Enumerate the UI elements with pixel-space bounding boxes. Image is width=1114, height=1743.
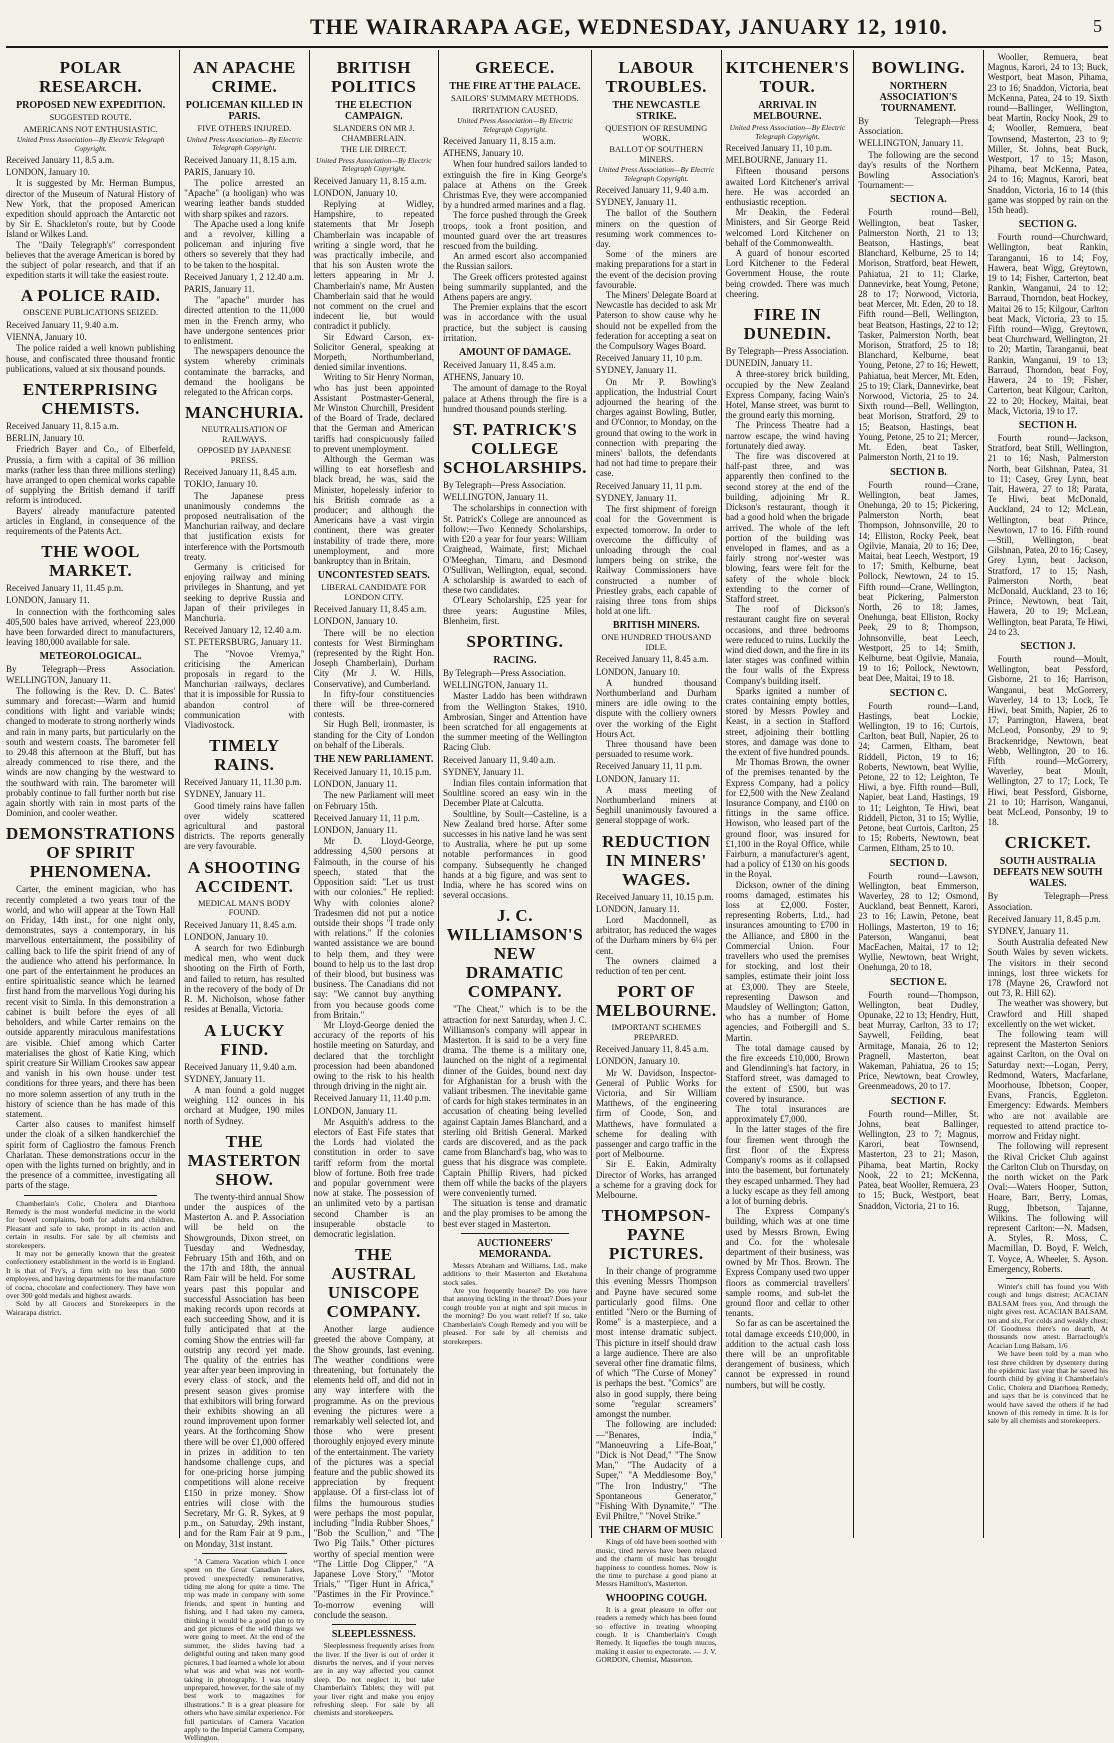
article-headline: CRICKET.: [1004, 833, 1091, 853]
paragraph: The following is the Rev. D. C. Bates' summary and forecast:—Warm and humid conditions with light and variable winds; changed to moderate to strong northerly winds and rain in many parts, but particularly on the south and western coasts. The barometer fell to 29.48 this afternoon at the Bluff, but has already commenced to rise there, and the winds are now changing by the westward to the southward with rain. The barometer will probably continue to fall further north but rise again shortly with rain in most parts of the Dominion, and cooler weather.: [6, 685, 176, 819]
column-separator: [461, 1233, 569, 1234]
article-subtitle: SUGGESTED ROUTE.: [49, 112, 132, 122]
article-subtitle: ONE HUNDRED THOUSAND IDLE.: [601, 632, 712, 652]
dateline: TOKIO, January 10.: [184, 479, 258, 490]
paragraph: In connection with the forthcoming sales 405,500 bales have arrived, whereof 223,000 have been forwarded direct to manufacturers, leaving 180,000 available for sale.: [6, 606, 176, 648]
dateline: ATHENS, January 10.: [442, 372, 524, 383]
article-headline: J. C. WILLIAMSON'S NEW DRAMATIC COMPANY.: [446, 906, 584, 1002]
article-subtitle: LIBERAL CANDIDATE FOR LONDON CITY.: [321, 582, 427, 602]
advertisement-text: It is a great pleasure to offer our readers a remedy which has been found so effective in treating whooping cough. It is Chamberlain's Cough Remedy. It liquefies the tough mucus, making it easier to expectorate. — J. V. GORDON, Chemist, Masterton.: [595, 1604, 717, 1665]
page-number: 5: [1093, 16, 1102, 36]
article-headline: POLAR RESEARCH.: [38, 58, 143, 96]
paragraph: The amount of damage to the Royal palace at Athens through the fire is a hundred thousand pounds sterling.: [442, 383, 587, 414]
paragraph: Writing to Sir Henry Norman, who has just been appointed Assistant Postmaster-General, Mr Winston Churchill, President of the Board of Trade, declared that the German and American tariffs had conspicuously failed to prevent unemployment.: [313, 372, 434, 454]
article-headline: THOMPSON-PAYNE PICTURES.: [601, 1206, 711, 1264]
article-subheading: METEOROLOGICAL.: [39, 651, 142, 663]
dateline: Received January 1, 2 12.40 a.m.: [184, 271, 304, 282]
paragraph: A mass meeting of Northumberland miners at Seghill unanimously favoured a general stoppage of work.: [595, 784, 717, 826]
column-3: [309, 50, 438, 1718]
paragraph: The following will represent the Rival Cricket Club against the Carlton Club on Thursday, on the north wicket on the Park Oval:—Waters Hooper, Sutton, Hoare, Barr, Berry, Lomas, Rugg, Ibbetson, Tajanne, Wilkins. The following will represent Carlton:—N. Madsen, A. Styles, R. Moss, C. Macmillan, D. Boyd, F. Welch, T. Voyce, A. Wheeler, S. Ayson. Emergency, Roberts.: [987, 1141, 1109, 1274]
dateline: SYDNEY, January 11.: [987, 926, 1069, 937]
dateline: Received January 11, 10.15 p.m.: [313, 767, 432, 778]
dateline: LONDON, January 10.: [595, 666, 680, 677]
dateline: Received January 11, 8.15 a.m.: [184, 154, 297, 165]
dateline: Received January 11, 8.45 a.m.: [595, 1044, 709, 1055]
dateline: WELLINGTON, January 11.: [858, 138, 964, 149]
article-headline: THE WOOL MARKET.: [41, 542, 140, 581]
article-headline: GREECE.: [475, 58, 555, 77]
paragraph: Fourth round—Crane, Wellington, beat James, Onehunga, 20 to 15; Pickering, Palmerston North, beat Thompson, Johnsonville, 20 to 14; Elliston, Rocky Peek, beat Ogilvie, Manaia, 20 to 16; Dee, Maitai, beat Leech, Westport, 19 to 17; Smith, Kelburne, beat Pollock, Newtown, 24 to 15. Fifth round—Crane, Wellington, beat Pickering, Palmerston North, 26 to 18; James, Onehunga, beat Elliston, Rocky Peek, 29 to 8; Thompson, Johnsonville, beat Leech, Westport, 25 to 14; Smith, Kelburne, beat Ogilvie, Manaia, 19 to 16; Pollock, Newtown, beat Dee, Maitai, 19 to 18.: [858, 479, 979, 684]
paragraph: Mr W. Davidson, Inspector-General of Public Works for Victoria, and Sir William Matthews, of the engineering firm of Coode, Son, and Matthews, have formulated a scheme for dealing with passenger and cargo traffic in the port of Melbourne.: [595, 1067, 717, 1160]
advertisement-text: Sold by all Grocers and Storekeepers in the Wairarapa district.: [6, 1299, 176, 1317]
paragraph: Fourth round—Land, Hastings, beat Lockie, Wellington, 19 to 16; Curtois, Carlton, beat Bull, Napier, 26 to 24; Carmen, Eltham, beat Riddell, Picton, 19 to 16; Roberts, Newtown, beat Wyllie, Petone, 22 to 12; Leighton, Te Hiwi, a bye. Fifth round—Bull, Napier, beat Land, Hastings, 19 to 11; Leighton, Te Hiwi, beat Riddell, Picton, 31 to 15; Wyllie, Petone, beat Curtois, Carlton, 25 to 15; Roberts, Newtown, beat Carmen, Eltham, 25 to 10.: [858, 700, 979, 854]
paragraph: Carter, the eminent magician, who has recently completed a two years tour of the world, and who will appear at the Town Hall on Friday, 14th inst., for one night only, demonstrates, says a contemporary, in his marvellous entertainment, the possibility of calling back to life the spirit friend of any of the audience who attend his performance. In one part of the entertainment he produces an entire spiritualistic seance which he learned first hand from the marvellous Yogi during his recent visit to Simla. In this demonstration a cabinet is built before the eyes of all beholders, and while Carter remains on the outside apparently miraculous manifestations are visible. Chief among which Carter materialises the ghost of Katie King, which spirit creature Sir William Crookes saw appear and vanish in his own house under test conditions for three years, and there has been no more solemn assertion of any truth in the history of science than he has made of this statement.: [6, 884, 176, 1119]
article-subheading: THE NEWCASTLE STRIKE.: [612, 100, 701, 122]
article-subheading: THE CHARM OF MUSIC: [599, 1525, 714, 1537]
dateline: Received January 11, 11 p.m.: [313, 812, 420, 823]
paragraph: Fourth round—Jackson, Stratford, beat Still, Wellington, 21 to 16; Nash, Palmerston North, beat Gilshnan, Patea, 31 to 11; Casey, Grey Lynn, beat Tait, Hawera, 27 to 18; Parata, Te Hiwi, beat McDonald, Auckland, 24 to 12; McLean, Wellington, beat Prince, Newtown, 17 to 16. Fifth round—Still, Wellington, beat Gilshnan, Patea, 20 to 16; Casey, Grey Lynn, beat Jackson, Stratford, 17 to 15; Nash, Palmerston North, beat McDonald, Auckland, 23 to 16; Prince, Newtown, beat Tait, Hawera, 20 to 19; McLean, Wellington, beat Parata, Te Hiwi, 24 to 23.: [987, 432, 1109, 637]
dateline: Received January 11, 8.45 a.m.: [184, 467, 297, 478]
dateline: SYDNEY, January 11.: [184, 1073, 266, 1084]
article-subtitle: THE LIE DIRECT.: [340, 144, 407, 154]
paragraph: The total damage caused by the fire exceeds £10,000, Brown and Glendinning's hat factory, in Stafford street, was damaged to the extent of £500, but was covered by insurance.: [725, 1042, 850, 1104]
masthead: [0, 0, 1114, 48]
paragraph: Replying at Widley, Hampshire, to repeated statements that Mr Joseph Chamberlain was incapable of writing a single word, that he was practically imbecile, and that his son Austen wrote the letters appearing in Mr J. Chamberlain's name, Mr Austen Chamberlain said that he would not comment on the cruel and indecent lie, but would contradict it publicly.: [313, 198, 434, 332]
article-subtitle: FIVE OTHERS INJURED.: [197, 123, 292, 133]
article-subheading: SECTION E.: [890, 976, 947, 988]
article-subheading: WHOOPING COUGH.: [605, 1592, 707, 1604]
paragraph: Mr Asquith's address to the electors of East Fife states that the Lords had violated the constitution in order to save tariff reform from the mortal blow of fortune. Both free trade and popular government were now at stake. The possession of an unlimited veto by a partisan second Chamber is an insuperable obstacle to democratic legislation.: [313, 1116, 434, 1239]
dateline: LONDON, January 10.: [595, 1056, 680, 1067]
dateline: Received January 11, 8.45 a.m.: [442, 360, 556, 371]
article-subheading: AMOUNT OF DAMAGE.: [458, 347, 571, 359]
paragraph: So far as can be ascertained the total damage exceeds £10,000, in addition to the actual cash loss there will be an unprofitable derangement of business, which cannot be expressed in round numbers, but will be costly.: [725, 1318, 850, 1390]
article-subheading: SECTION F.: [890, 1095, 947, 1107]
column-separator: [24, 1195, 157, 1196]
dateline: LONDON, January 10.: [6, 167, 90, 178]
paragraph: The new Parliament will meet on February 15th.: [313, 790, 434, 811]
paragraph: The roof of Dickson's restaurant caught fire on several occasions, and three bedrooms were reduced to ruins. Luckily the wind died down, and the fire in its later stages was confined within the four walls of the Express Company's building itself.: [725, 604, 850, 686]
dateline: Received January 12, 12.40 a.m.: [184, 625, 302, 636]
article-subheading: SECTION H.: [1018, 419, 1077, 431]
paragraph: The Greek officers protested against being summarily supplanted, and the Athens papers are angry.: [442, 271, 587, 303]
paragraph: Carter also causes to manifest himself under the cloak of a silken handkerchief the spirit form of Cagliostro the famous French Charlatan. These demonstrations occur in the open with the lights turned on brightly, and in the presence of a committee, investigating all parts of the stage.: [6, 1119, 176, 1191]
paragraph: Although the German was willing to eat horseflesh and black bread, he was, said the Minister, hopelessly inferior to his British comrade as a producer; and although the Americans have a vast virgin continent, there was greater instability of trade there, more unemployment, and more bankruptcy than in Britain.: [313, 453, 434, 567]
article-headline: LABOUR TROUBLES.: [605, 58, 707, 96]
article-subtitle: NEUTRALISATION OF RAILWAYS.: [201, 424, 288, 444]
dateline: LONDON, January 11.: [313, 1105, 398, 1116]
paragraph: The Miners' Delegate Board at Newcastle has decided to ask Mr Paterson to show cause why he should not be expelled from the federation for accepting a seat on the Compulsory Wages Board.: [595, 290, 717, 352]
column-8: [983, 50, 1112, 1538]
article-subheading: THE FIRE AT THE PALACE.: [449, 81, 581, 92]
article-headline: PORT OF MELBOURNE.: [595, 982, 717, 1021]
paragraph: The Princess Theatre had a narrow escape, the wind having fortunately died away.: [725, 420, 850, 451]
article-subheading: UNCONTESTED SEATS.: [317, 570, 430, 582]
column-6: [721, 50, 854, 1538]
dateline: By Telegraph—Press Association.: [442, 667, 566, 678]
dateline: Received January 11, 11.30 p.m.: [184, 777, 302, 788]
advertisement-text: We have been told by a man who lost three children by dysentery during the epidemic last year that he saved his fourth child by giving it Chamberlain's Colic, Cholera and Diarrhoea Remedy, and says that he is convinced that he would have saved the others if he had known of this remedy in time. It is for sale by all chemists and storekeepers.: [987, 1349, 1109, 1426]
paragraph: O'Leary Scholarship, £25 year for three years: Augustine Miles, Blenheim, first.: [442, 595, 587, 626]
article-subtitle: AMERICANS NOT ENTHUSIASTIC.: [23, 123, 158, 134]
paragraph: Sparks ignited a number of crates containing empty bottles, stored by Messrs Powley and Keast, in a section in Stafford street, adjoining their bottling stores, and damage was done to the extent of five hundred pounds.: [725, 685, 850, 757]
paragraph: The twenty-third annual Show under the auspices of the Masterton A. and P. Association will be held on the Showgrounds, Dixon street, on Tuesday and Wednesday, February 15th and 16th, and on the 17th and 18th, the annual Ram Fair will be held. For some years past this popular and successful Association has been making records upon records at each succeeding Show, and it is fully anticipated that at the coming Show the entries will far outstrip any record yet made. The quality of the entries has year after year been improving in every class of stock, and the present season gives promise that exhibitors will bring forward their exhibits showing an all round improvement upon former years. At the forthcoming Show there will be over £1,000 offered in prizes in addition to ten handsome challenge cups, and for one-pricing horse jumping competitions will alone receive £150 in prize money. Show entries will close with the Secretary, Mr G. R. Sykes, at 9 p.m., on Saturday, 29th instant, and for the Ram Fair at 9 p.m., on Monday, 31st instant.: [184, 1191, 305, 1549]
paragraph: Three thousand have been persuaded to resume work.: [595, 738, 717, 760]
column-7: [853, 50, 982, 1538]
column-1: [2, 50, 179, 1538]
dateline: PARIS, January 10.: [184, 166, 255, 177]
dateline: Received January 11, 8.5 a.m.: [6, 155, 115, 165]
column-separator: [332, 1624, 416, 1625]
dateline: Received January 11, 9.40 a.m.: [6, 319, 119, 330]
dateline: BERLIN, January 10.: [6, 433, 85, 444]
dateline: PARIS, January 11.: [184, 283, 255, 294]
advertisement-text: Messrs Abraham and Williams, Ltd., make additions to their Masterton and Eketahuna stock sales.: [442, 1260, 587, 1287]
paragraph: Some of the miners are making preparations for a start in the event of the decision proving favourable.: [595, 249, 717, 290]
paragraph: Lord Macdonnell, as arbitrator, has reduced the wages of the Durham miners by 6¼ per cent.: [595, 914, 717, 956]
paragraph: The first shipment of foreign coal for the Government is expected tomorrow. In order to overcome the difficulty of unloading through the coal lumpers being on strike, the Railway Commissioners have constructed a number of Priestley grabs, each capable of raising three tons from ships hold at one lift.: [595, 504, 717, 617]
article-subheading: THE NEW PARLIAMENT.: [314, 754, 434, 766]
paragraph: The Premier explains that the escort was in accordance with the usual practice, but the subject is causing irritation.: [442, 302, 587, 343]
masthead-title: THE WAIRARAPA AGE, WEDNESDAY, JANUARY 12, 1910.: [310, 14, 948, 39]
dateline: LONDON, January 10.: [184, 931, 269, 942]
article-subheading: POLICEMAN KILLED IN PARIS.: [185, 100, 303, 122]
paragraph: In the latter stages of the fire four firemen went through the first floor of the Express Company's rooms as it collapsed into the basement, but fortunately they escaped unharmed. They had a lucky escape as they fell among a lot of burning debris.: [725, 1124, 850, 1206]
dateline: WELLINGTON, January 11.: [442, 492, 548, 503]
dateline: By Telegraph—Press Association.: [858, 116, 979, 137]
article-subheading: AUCTIONEERS' MEMORANDA.: [476, 1237, 554, 1260]
article-subheading: SECTION C.: [889, 687, 948, 699]
paragraph: In their change of programme this evening Messrs Thompson and Payne have secured some particularly good films. One entitled "Nero or the Burning of Rome" is a masterpiece, and a most intense dramatic subject. This picture in itself should draw a large audience. There are also several other fine dramatic films, of which "The Curse of Money" is perhaps the best. "Comics" are also in good supply, there being some "regular screamers" amongst the number.: [595, 1266, 717, 1420]
paragraph: Mr Lloyd-George denied the accuracy of the reports of his hostile meeting on Saturday, and declared that the torchlight procession had been abandoned owing to the risk to his health through driving in the night air.: [313, 1019, 434, 1092]
article-subtitle: BALLOT OF SOUTHERN MINERS.: [609, 144, 704, 164]
paragraph: The "apache" murder has directed attention to the 11,000 men in the French army, who have undergone sentences prior to enlistment.: [184, 295, 305, 346]
dateline: SYDNEY, January 11.: [184, 789, 266, 800]
article-subtitle: OBSCENE PUBLICATIONS SEIZED.: [23, 307, 158, 318]
article-headline: TIMELY RAINS.: [209, 736, 280, 775]
paragraph: Mr Deakin, the Federal Ministers, and Sir George Reid welcomed Lord Kitchener on behalf of the Commonwealth.: [725, 207, 850, 248]
article-subtitle: MEDICAL MAN'S BODY FOUND.: [197, 897, 291, 918]
paragraph: An armed escort also accompanied the Russian sailors.: [442, 251, 587, 272]
paragraph: On Mr P. Bowling's application, the Industrial Court adjourned the hearing of the charges against Bowling, Butler, and O'Connor, to Monday, on the ground that owing to the work in connection with preparing the miners' ballots, the defendants had not had time to prepare their case.: [595, 376, 717, 479]
advertisement-text: Chamberlain's Colic, Cholera and Diarrhoea Remedy is the most wonderful medicine in the world for bowel complaints, both for adults and children. Pleasant and safe to take, prompt in its action and certain in results. For sale by all chemists and storekeepers.: [6, 1198, 176, 1250]
article-headline: DEMONSTRATIONS OF SPIRIT PHENOMENA.: [6, 824, 176, 882]
paragraph: When four hundred sailors landed to extinguish the fire in King George's palace at Athens on the Greek Christmas Eve, they were accompanied by a hundred armed marines and a flag.: [442, 159, 587, 211]
article-subtitle: SLANDERS ON MR J. CHAMBERLAIN.: [333, 123, 415, 143]
paragraph: The police raided a well known publishing house, and confiscated three thousand frontic publications, valued at six thousand pounds.: [6, 343, 176, 374]
article-headline: AN APACHE CRIME.: [192, 58, 296, 96]
dateline: Received January 11, 8.45 p.m.: [987, 913, 1101, 924]
paragraph: In fifty-four constituencies there will be three-cornered contests.: [313, 688, 434, 720]
dateline: ATHENS, January 10.: [442, 148, 524, 159]
article-subheading: SECTION D.: [889, 857, 948, 869]
advertisement-text: Sleeplessness frequently arises from the liver. If the liver is out of order it disturbs the nerves, and if your nerves are in any way affected you cannot sleep. Do not neglect it, but take Chamberlain's Tablets; they will put your liver right and make you enjoy refreshing sleep. For sale by all chemists and storekeepers.: [313, 1641, 434, 1718]
paragraph: The owners claimed a reduction of ten per cent.: [595, 955, 717, 976]
dateline: LONDON, January 11.: [6, 595, 90, 606]
article-subheading: RACING.: [493, 654, 537, 666]
copyright-line: United Press Association—By Electric Telegraph Copyright.: [186, 134, 303, 152]
article-headline: KITCHENER'S TOUR.: [725, 58, 850, 96]
column-separator: [1006, 1278, 1090, 1279]
article-subtitle: OPPOSED BY JAPANESE PRESS.: [197, 445, 292, 465]
article-subheading: THE ELECTION CAMPAIGN.: [335, 100, 412, 122]
article-headline: BRITISH POLITICS: [331, 58, 417, 96]
article-headline: BOWLING.: [871, 58, 966, 77]
paragraph: Good timely rains have fallen over widely scattered agricultural and pastoral districts. The reports generally are very favourable.: [184, 800, 305, 852]
article-headline: ST. PATRICK'S COLLEGE SCHOLARSHIPS.: [442, 420, 587, 478]
paragraph: The following are the second day's results of the Northern Bowling Association's Tournament:—: [858, 149, 979, 191]
dateline: LONDON, January 11.: [595, 773, 680, 784]
paragraph: The total insurances are approximately £7,000.: [725, 1104, 850, 1125]
dateline: Received January 11, 10 p.m.: [725, 143, 833, 153]
masthead-rule: [6, 46, 1108, 48]
article-subheading: SECTION J.: [1020, 640, 1076, 652]
article-headline: MANCHURIA.: [184, 403, 304, 423]
paragraph: Mr D. Lloyd-George, addressing 4,500 persons at Falmouth, in the course of his speech, stated that the Opposition said: "Let us trust with our colonies." He replied: Why with colonies alone? Tradesmen did not put a notice outside their shops "I trade only with relations." If the colonies wanted assistance we are bound to help them, and they were bound to help us to the last drop of their blood, but business was business. The Canadians did not say: "We cannot buy anything from you because goods come from Britain.": [313, 836, 434, 1020]
column-5: [591, 50, 721, 1665]
dateline: Received January 11, 10.15 p.m.: [595, 891, 714, 902]
paragraph: Another large audience greeted the above Company, at the Show grounds, last evening. The weather conditions were threatening, but fortunately the elements held off, and did not in any way interfere with the programme. As on the previous evening the pictures were a remarkably well selected lot, and those who were present thoroughly enjoyed every minute of the entertainment. The variety of the pictures was a special feature and the public showed its appreciation by frequent applause. Of a first-class lot of films the humourous studies were perhaps the most popular, including "India Rubber Shoes," "Bob the Scullion," and "The Two Pig Tails." Other pictures worthy of special mention were "The Little Dog Clipper," "A Japanese Love Story," "Motor Trials," "Tiger Hunt in Africa," "Pastimes in the Fir Province." To-morrow evening will conclude the season.: [313, 1324, 434, 1620]
paragraph: The following team will represent the Masterton Seniors against Carlton, on the Oval on Saturday next:—Logan, Perry, Redmond, Waters, Macfarlane, Moorhouse, Ibbetson, Cooper, Evans, Francis, Eggleton. Emergency: Edwards. Members who are not available are requested to attend practice to-morrow and Friday night.: [987, 1029, 1109, 1142]
dateline: SYDNEY, January 11.: [595, 197, 677, 208]
article-subheading: SECTION A.: [890, 194, 947, 206]
dateline: Received January 11, 8.15 a.m.: [442, 136, 556, 146]
dateline: Received January 11, 8.45 a.m.: [184, 919, 297, 930]
dateline: By Telegraph—Press Association.: [442, 480, 566, 491]
paragraph: The Japanese press unanimously condemns the proposed neutralisation of the Manchurian railway, and declare that justification exists for interference with the Portsmouth treaty.: [184, 490, 305, 562]
article-headline: REDUCTION IN MINERS' WAGES.: [602, 831, 711, 889]
article-subtitle: IMPORTANT SCHEMES PREPARED.: [611, 1022, 702, 1042]
dateline: Received January 11, 8.15 a.m.: [6, 420, 119, 431]
dateline: Received January 11, 11.40 p.m.: [313, 1093, 431, 1104]
paragraph: The "Novoe Vremya," criticising the American proposals in regard to the Manchurian railways, declares that it is impossible for Russia to abandon control of communication with Vladivostock.: [184, 648, 305, 731]
paragraph: The situation is tense and dramatic and the play promises to be among the best ever staged in Masterton.: [442, 1198, 587, 1229]
paragraph: A search for two Edinburgh medical men, who went duck shooting on the Firth of Forth, and failed to return, has resulted in the recovery of the body of Dr R. M. Nicholson, whose father resides at Benalla, Victoria.: [184, 943, 305, 1015]
article-headline: A LUCKY FIND.: [204, 1020, 285, 1059]
paragraph: The ballot of the Southern miners on the question of resuming work commences to-day.: [595, 208, 717, 250]
article-subheading: SECTION B.: [890, 466, 947, 478]
article-subheading: SOUTH AUSTRALIA DEFEATS NEW SOUTH WALES.: [993, 856, 1103, 890]
paragraph: Dickson, owner of the dining rooms damaged, estimates his loss at £2,000. Foster, representing Roberts, Ltd., had insurances amounting to £700 in the Alliance, and £800 in the Commercial Union. Four travellers who used the premises for stocking, and lost their samples, estimate their joint loss at £3,000. They are Steele, representing Dawson and Maudsley of Wellington; Gatton, who has a number of Home agencies, and Fothergill and S. Martin.: [725, 879, 850, 1043]
dateline: Received January 11, 11 p.m.: [595, 761, 702, 772]
paragraph: Fourth round—Bell, Wellington, beat Tasker, Palmerston North, 21 to 13; Beatson, Hastings, beat Blanchard, Kelburne, 25 to 14; Morison, Stratford, beat Hewett, Pahiatua, 21 to 11; Clarke, Dannevirke, beat Young, Petone, 28 to 17; Norwood, Victoria, beat Mercer, Mt. Eden, 20 to 18. Fifth round—Bell, Wellington, beat Beatson, Hastings, 22 to 12; Tasker, Palmerston North, beat Morison, Stratford, 25 to 18; Blanchard, Kelburne, beat Young, Petone, 27 to 16; Hewett, Pahiatua, beat Mercer, Mt. Eden, 25 to 19; Clark, Dannevirke, beat Norwood, Victoria, 25 to 24. Sixth round—Bell, Wellington, beat Morison, Stratford, 29 to 15; Beatson, Hastings, beat Young, Petone, 25 to 21; Mercer, Mt. Eden, beat Tasker, Palmerston North, 21 to 19.: [858, 207, 979, 463]
column-separator: [202, 1553, 286, 1554]
article-subtitle: QUESTION OF RESUMING WORK.: [605, 123, 708, 143]
dateline: LONDON, January 11.: [313, 825, 398, 836]
paragraph: The weather was showery, but Crawford and Hill shaped excellently on the wet wicket.: [987, 998, 1109, 1029]
dateline: Received January 11, 11.45 p.m.: [6, 583, 124, 594]
paragraph: Sir E. Eakin, Admiralty Director of Works, has arranged a scheme for a graving dock for Melbourne.: [595, 1159, 717, 1201]
dateline: DUNEDIN, January 11.: [725, 358, 813, 369]
advertisement-text: Are you frequently hoarse? Do you have that annoying tickling in the throat? Does your cough trouble you at night and spit mucus in the morning? Do you want relief? If so, take Chamberlain's Cough Remedy and you will be pleased. For sale by all chemists and storekeepers.: [442, 1286, 587, 1346]
column-2: [179, 50, 308, 1743]
paragraph: The Express Company's building, which was at one time used by Messrs Brown, Ewing and Co. for the wholesale department of their business, was owned by Mr Thos. Brown. The Express Company used two upper floors as commercial travellers' sample rooms, and sub-let the ground floor and cellar to other tenants.: [725, 1206, 850, 1319]
article-headline: FIRE IN DUNEDIN.: [743, 305, 832, 344]
paragraph: South Australia defeated New South Wales by seven wickets. The visitors in their second innings, lost three wickets for 178 (Mayne 26, Crawford not out 73, R. Hill 62).: [987, 937, 1109, 999]
article-subheading: ARRIVAL IN MELBOURNE.: [753, 100, 822, 122]
article-columns: [2, 50, 1112, 1743]
dateline: SYDNEY, January 11.: [442, 766, 524, 777]
paragraph: The Apache used a long knife and a revolver, killing a policeman and injuring five others so severely that they had to be taken to the hospital.: [184, 218, 305, 270]
dateline: LONDON, January 10.: [313, 616, 398, 627]
dateline: WELLINGTON, January 11.: [442, 680, 548, 691]
advertisement-text: "A Camera Vacation which I once spent on the Great Canadian Lakes, proved unexpectedly remunerative, tiding me along for quite a time. The trip was made in company with some friends, and spent in hunting and fishing, and I had taken my camera, thinking it would be a good plan to try and get pictures of the wild things we were going to meet. At the end of the summer, the slides having had a delightful outing and taken many good pictures, I had learned a whole lot about what was and what was not worth-taking in photography. I was totally unprepared, however, for the sale of my best work to magazines for illustrations." It is a great pleasure for others who have similar experience. For full particulars of Camera Vacation apply to the Imperial Camera Company, Wellington.: [184, 1556, 305, 1743]
article-subheading: NORTHERN ASSOCIATION'S TOURNAMENT.: [879, 81, 958, 114]
dateline: Received January 11, 8.45 a.m.: [595, 654, 709, 665]
dateline: Received January 11, 11 p.m.: [595, 480, 702, 491]
copyright-line: United Press Association—By Electric Telegraph Copyright.: [315, 155, 432, 173]
article-headline: A SHOOTING ACCIDENT.: [187, 857, 301, 896]
paragraph: A three-storey brick building, occupied by the New Zealand Express Company, facing Wain's Hotel, Manse street, was burnt to the ground early this morning.: [725, 369, 850, 421]
paragraph: A guard of honour escorted Lord Kitchener to the Federal Government House, the route being crowded. There was much cheering.: [725, 248, 850, 299]
copyright-line: United Press Association—By Electric Telegraph Copyright.: [598, 165, 715, 183]
dateline: Received January 11, 10 p.m.: [595, 353, 703, 364]
paragraph: Fourth round—Moult, Wellington, beat Pessford, Gisborne, 21 to 16; Harrison, Wanganui, beat McGorrery, Waverley, 14 to 13; Lock, Te Hiwi, beat Smith, Napier, 26 to 17; Parrington, Hawera, beat McLeod, Ponsonby, 29 to 9; Brackenridge, Newtown, beat Webb, Wellington, 20 to 16. Fifth round—McGorrery, Waverley, beat Moult, Wellington, 27 to 17; Lock, Te Hiwi, beat Pessford, Gisborne, 21 to 10; Harrison, Wanganui, beat McLeod, Ponsonby, 19 to 18.: [987, 653, 1109, 828]
paragraph: Fourth round—Miller, St. Johns, beat Ballinger, Wellington, 23 to 7; Magnus, Karori, beat Townsend, Masterton, 23 to 21; Mason, Pihama, beat Martin, Rocky Nook, 22 to 21; McKenna, Patea, beat Wooller, Remuera, 23 to 15; Buck, Westport, beat Snaddon, Victoria, 21 to 16.: [858, 1108, 979, 1211]
paragraph: Fourth round—Lawson, Wellington, beat Emmerson, Waverley, 28 to 12; Osmond, Auckland, beat Bennett, Karori, 23 to 16; Lawin, Petone, beat Hollings, Masterton, 19 to 16; Paterson, Wanganui, beat MacEachen, Maitai, 17 to 12; Wyllie, Newtown, beat Wright, Onehunga, 20 to 18.: [858, 870, 979, 973]
paragraph: Fifteen thousand persons awaited Lord Kitchener's arrival here. He was accorded an enthusiastic reception.: [725, 166, 850, 208]
dateline: Received January 11, 8.15 a.m.: [313, 175, 427, 186]
paragraph: The force pushed through the Greek troops, took a front position, and mounted guard over the art treasures rescued from the building.: [442, 210, 587, 252]
dateline: By Telegraph—Press Association.: [987, 891, 1109, 912]
paragraph: Wooller, Remuera, beat Magnus, Karori, 24 to 13; Buck, Westport, beat Mason, Pihama, 23 to 16; Snaddon, Victoria, beat McKenna, Patea, 24 to 19. Sixth round—Ballinger, Wellington, beat Martin, Rocky Nook, 29 to 4; Wooller, Remuera, beat Townsend, Masterton, 23 to 9; Miller, St. Johns, beat Buck, Westport, 17 to 15; Mason, Pihama, beat McKenna, Patea, 24 to 16; Magnus, Karori, beat Snaddon, Victoria, 16 to 14 (this game was stopped by rain on the 15th head).: [987, 52, 1109, 216]
dateline: Received January 11, 9.40 a.m.: [184, 1061, 297, 1072]
article-headline: THE MASTERTON SHOW.: [187, 1131, 301, 1189]
paragraph: Sir Edward Carson, ex-Solicitor General, speaking at Morpeth, Northumberland, denied similar inventions.: [313, 331, 434, 373]
advertisement-text: It may not be generally known that the greatest confectionery establishment in the world is in England. It is that of Fry's, a firm with no less than 5000 employees, and having departments for the manufacture of cocoa, chocolate and confectionery. They have won over 300 gold medals and highest awards.: [6, 1248, 176, 1301]
article-subheading: BRITISH MINERS.: [612, 620, 700, 632]
copyright-line: United Press Association—By Electric Telegraph Copyright.: [16, 135, 165, 153]
dateline: Received January 11, 9.40 a.m.: [442, 754, 556, 765]
column-4: [438, 50, 591, 1538]
paragraph: The newspapers denounce the system whereby criminals contaminate the barracks, and demand the hooligans be relegated to the African corps.: [184, 346, 305, 397]
dateline: LONDON, January 11.: [313, 779, 398, 790]
paragraph: Fourth round—Thompson, Wellington, beat Dudley, Opunake, 22 to 13; Hendry, Hutt, beat Murray, Carlton, 33 to 17; Saywell, Feilding, beat Armitage, Manaia, 26 to 12; Pragnell, Masterton, beat Wakeman, Pahiatua, 26 to 15; Price, Newtown, beat Crowley, Greenmeadows, 20 to 17.: [858, 989, 979, 1092]
paragraph: The following are included:—"Benares, India," "Manoeuvring a Life-Boat," "Dick is Not Dead," "The Snow Man," "The Audacity of a Super," "A Meddlesome Boy," "The Iron Industry," "The Spontaneous Generator," "Fishing With Dynamite," "The Evil Philtre," "Novel Strike.": [595, 1419, 717, 1522]
article-subtitle: SAILORS' SUMMARY METHODS.: [451, 93, 579, 103]
copyright-line: United Press Association—By Electric Telegraph Copyright.: [457, 116, 573, 134]
dateline: LONDON, January 10.: [313, 187, 398, 198]
dateline: SYDNEY, January 11.: [595, 365, 677, 376]
advertisement-text: Winter's chill has found you With cough and lungs distrest; ACACIAN BALSAM frees you, And through the night gives rest. ACACIAN BALSAM, ten and six, For colds and weakly chest; Of Goodness there's no dearth, At thousands now attest. Barraclough's Acacian Lung Balsam, 1/6: [987, 1281, 1109, 1350]
paragraph: Master Laddo has been withdrawn from the Wellington Stakes, 1910. Ambrosian, Singer and Attention have been scratched for all engagements at the summer meeting of the Wellington Racing Club.: [442, 691, 587, 753]
article-subtitle: IRRITATION CAUSED.: [472, 104, 558, 115]
paragraph: "The Cheat," which is to be the attraction for next Saturday, when J. C. Williamson's company will appear in Masterton. It is said to be a very fine drama. The theme is a military one, launched on the night of a regimental dinner of the Guides, bound next day for Afghanistan for a brush with the valiant tribesmen. The inevitable game of cards for high stakes terminates in an accusation of cheating being levelled against Captain James Blanchard, and a sterling old British General. Marked cards are discovered, and as the pack came from Blanchard's bag, who was to guess that his disgrace was complete. Captain Phillip Rivers, had picked them off while the backs of the players were conveniently turned.: [442, 1004, 587, 1199]
article-headline: THE AUSTRAL UNISCOPE COMPANY.: [326, 1245, 421, 1322]
paragraph: Friedrich Bayer and Co., of Elberfeld, Prussia, a firm with a capital of 36 million marks (rather less than three millions sterling) have arranged to open chemical works capable of supplying the British demand if tariff reform is introduced.: [6, 444, 176, 506]
paragraph: The fire was discovered at half-past three, and was apparently then confined to the second storey at the end of the building, adjoining Mr R. Dickson's restaurant, though it had a good hold when the brigade arrived. The whole of the left portion of the building was enveloped in flames, and as a fairly strong nor'-wester was blowing, fears were felt for the safety of the whole block extending to the corner of Stafford street.: [725, 451, 850, 604]
dateline: Received January 11, 8.45 a.m.: [313, 604, 427, 615]
article-headline: ENTERPRISING CHEMISTS.: [22, 379, 159, 418]
dateline: SYDNEY, January 11.: [595, 492, 677, 503]
paragraph: A hundred thousand Northumberland and Durham miners are idle owing to the dispute with the colliery owners over the working of the Eight Hours Act.: [595, 677, 717, 739]
paragraph: It is suggested by Mr. Herman Bumpus, director of the Museum of Natural History of New York, that the proposed American expedition should approach the Antarctic not by Sir E. Shackleton's route, but by Coode Island or Wilkes Land.: [6, 178, 176, 240]
paragraph: A man found a gold nugget weighing 112 ounces in his orchard at Mudgee, 190 miles north of Sydney.: [184, 1084, 305, 1126]
article-subheading: SECTION G.: [1018, 219, 1077, 231]
paragraph: There will be no election contests for West Birmingham (represented by the Right Hon. Joseph Chamberlain), Durham City (Mr J. W. Hills, Conservative), and Cumberland.: [313, 627, 434, 689]
dateline: Received January 11, 9.40 a.m.: [595, 185, 709, 195]
paragraph: Soultline, by Soult—Casteline, is a New Zealand bred horse. After some successes in his native land he was sent to Australia, where he put up some notable performances in good company. Subsequently he changed hands at a big figure, and was sent to India, where he has scored wins on several occasions.: [442, 808, 587, 901]
article-subheading: PROPOSED NEW EXPEDITION.: [16, 100, 166, 111]
dateline: VIENNA, January 10.: [6, 332, 87, 343]
dateline: LONDON, January 11.: [595, 903, 680, 914]
article-headline: A POLICE RAID.: [20, 286, 161, 306]
paragraph: Mr Thomas Brown, the owner of the premises tenanted by the Express Company, had a policy for £2,500 with the New Zealand Insurance Company, and £100 on fittings in the same office. Howison, who leased part of the ground floor, was insured for £1,100 in the Royal Office, while Fairburn, a manufacturer's agent, had a policy of £130 on his goods in the Royal.: [725, 757, 850, 880]
dateline: By Telegraph—Press Association.: [725, 346, 849, 357]
paragraph: The scholarships in connection with St. Patrick's College are announced as follow:—Two Kennedy Scholarships, with £20 a year for four years: William Craighead, Waimate, first; Michael O'Meeghan, Timaru, and Desmond O'Sullivan, Wellington, equal, second. A scholarship is awarded to each of these two candidates.: [442, 503, 587, 596]
paragraph: The police arrested an "Apache" (a hooligan) who was wearing leather bands studded with sharp spikes and razors.: [184, 177, 305, 219]
dateline: By Telegraph—Press Association. WELLINGTON, January 11.: [6, 664, 176, 685]
dateline: MELBOURNE, January 11.: [725, 155, 828, 166]
paragraph: The "Daily Telegraph's" correspondent believes that the average American is bored by the subject of polar research, and that if an expedition starts it will take the easiest route.: [6, 239, 176, 281]
paragraph: Bayers' already manufacture patented articles in England, in consequence of the requirements of the Patents Act.: [6, 505, 176, 536]
advertisement-text: Kings of old have been soothed with music, tired nerves have been relaxed and the charm of music has brought happiness to countless homes. Now is the time to purchase a good piano at Messrs Hamilton's, Masterton.: [595, 1537, 717, 1589]
dateline: ST. PETERSBURG, January 11.: [184, 637, 302, 648]
paragraph: Germany is criticised for enjoying railway and mining privileges in Shantung, and yet seeking to deprive Russia and Japan of their privileges in Manchuria.: [184, 562, 305, 624]
paragraph: Fourth round—Churchward, Wellington, beat Rankin, Taranganui, 16 to 14; Foy, Hawera, beat Wigg, Greytown, 19 to 14; Fisher, Carterton, beat Rankin, Wanganui, 24 to 12; Barraud, Thorndon, beat Hockey, Maitai 26 to 15; Kilgour, Carlton beat Mack, Victoria, 23 to 15. Fifth round—Wigg, Greytown, beat Churchward, Wellington, 21 to 20; Martin, Taranganui, beat Rankin, Wanganui, 19 to 13; Barraud, Thorndon, beat Foy, Hawera, 24 to 19; Fisher, Carterton, beat Kilgour, Carlton, 22 to 20; Hockey, Maitai, beat Mack, Victoria, 19 to 17.: [987, 232, 1109, 416]
article-headline: SPORTING.: [466, 631, 564, 651]
copyright-line: United Press Association—By Electric Telegraph Copyright.: [729, 123, 846, 141]
paragraph: Sir Hugh Bell, ironmaster, is standing for the City of London on behalf of the Liberals.: [313, 719, 434, 750]
article-subheading: SLEEPLESSNESS.: [331, 1629, 416, 1641]
paragraph: Indian files contain information that Soultline scored an easy win in the December Plate at Calcutta.: [442, 777, 587, 809]
